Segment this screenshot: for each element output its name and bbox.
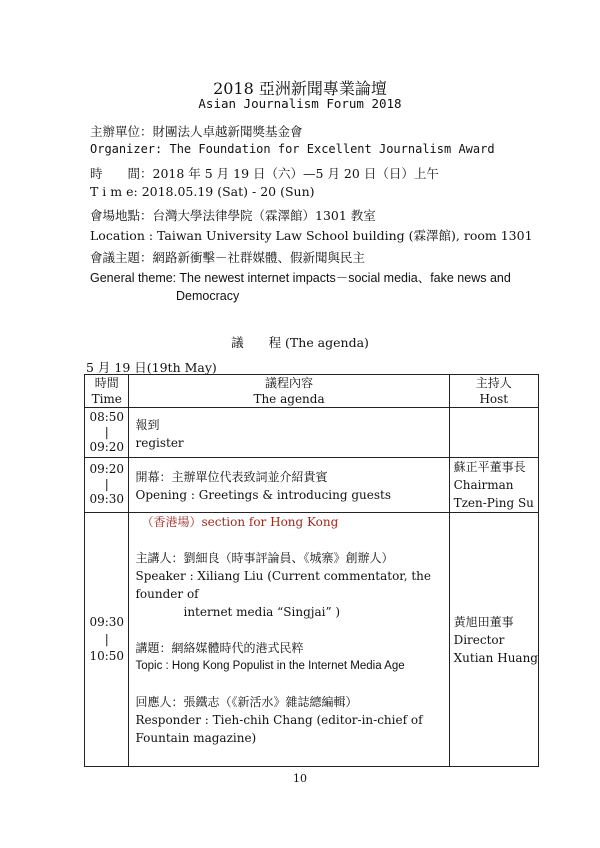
agenda-date: 5 月 19 日(19th May) (86, 360, 217, 375)
page-subtitle: Asian Journalism Forum 2018 (198, 96, 402, 111)
time-zh: 時 間：2018 年 5 月 19 日（六）—5 月 20 日（日）上午 (90, 166, 439, 181)
table-row (85, 513, 539, 767)
header-host: 主持人 Host (449, 375, 538, 408)
venue-zh: 會場地點：台灣大學法律學院（霖澤館）1301 教室 (90, 208, 376, 223)
page-title: 2018 亞洲新聞專業論壇 (213, 79, 387, 98)
speaker-en-cont: founder of (135, 587, 199, 601)
section-title: （香港場）section for Hong Kong (141, 515, 339, 529)
speaker-zh: 主講人：劉細良（時事評論員、《城寨》創辦人） (135, 551, 394, 565)
agenda-cell (129, 513, 449, 767)
speaker-en: Speaker : Xiliang Liu (Current commentator, the (135, 569, 431, 583)
theme-zh: 會議主題：網路新衝擊－社群媒體、假新聞與民主 (90, 250, 366, 265)
topic-en: Topic : Hong Kong Populist in the Internet Media Age (135, 660, 405, 672)
host-cell: 蘇正平董事長 Chairman Tzen-Ping Su (449, 458, 538, 513)
agenda-heading: 議 程 (The agenda) (231, 335, 369, 350)
time-cell: 09:30 | 10:50 (85, 513, 129, 767)
theme-en: General theme: The newest internet impacts－social media、fake news and (90, 271, 511, 285)
topic-zh: 講題：網絡媒體時代的港式民粹 (135, 641, 304, 655)
responder-en-cont: Fountain magazine) (135, 731, 257, 745)
header-agenda: 議程內容 The agenda (129, 375, 449, 408)
time-cell: 08:50 | 09:20 (85, 408, 129, 458)
table-header-row (85, 375, 539, 408)
time-en: T i m e: 2018.05.19 (Sat) - 20 (Sun) (90, 184, 315, 199)
table-row (85, 458, 539, 513)
agenda-cell: 報到 register (129, 408, 449, 458)
responder-zh: 回應人：張鐵志（《新活水》雜誌總編輯） (135, 695, 358, 709)
page-number: 10 (293, 772, 307, 785)
table-row (85, 408, 539, 458)
organizer-en: Organizer: The Foundation for Excellent Journalism Award (90, 142, 495, 156)
speaker-en-cont2: internet media “Singjai” ) (183, 605, 341, 619)
venue-en: Location : Taiwan University Law School building (霖澤館), room 1301 (90, 228, 533, 243)
theme-en-continued: Democracy (176, 289, 240, 303)
time-cell: 09:20 | 09:30 (85, 458, 129, 513)
header-time: 時間 Time (85, 375, 129, 408)
host-cell (449, 408, 538, 458)
organizer-zh: 主辦單位：財團法人卓越新聞獎基金會 (90, 124, 303, 139)
agenda-cell: 開幕：主辦單位代表致詞並介紹貴賓 Opening : Greetings & introducing guests (129, 458, 449, 513)
responder-en: Responder : Tieh-chih Chang (editor-in-chief of (135, 713, 423, 727)
agenda-table (84, 374, 539, 767)
host-cell: 黃旭田董事 Director Xutian Huang (449, 513, 538, 767)
